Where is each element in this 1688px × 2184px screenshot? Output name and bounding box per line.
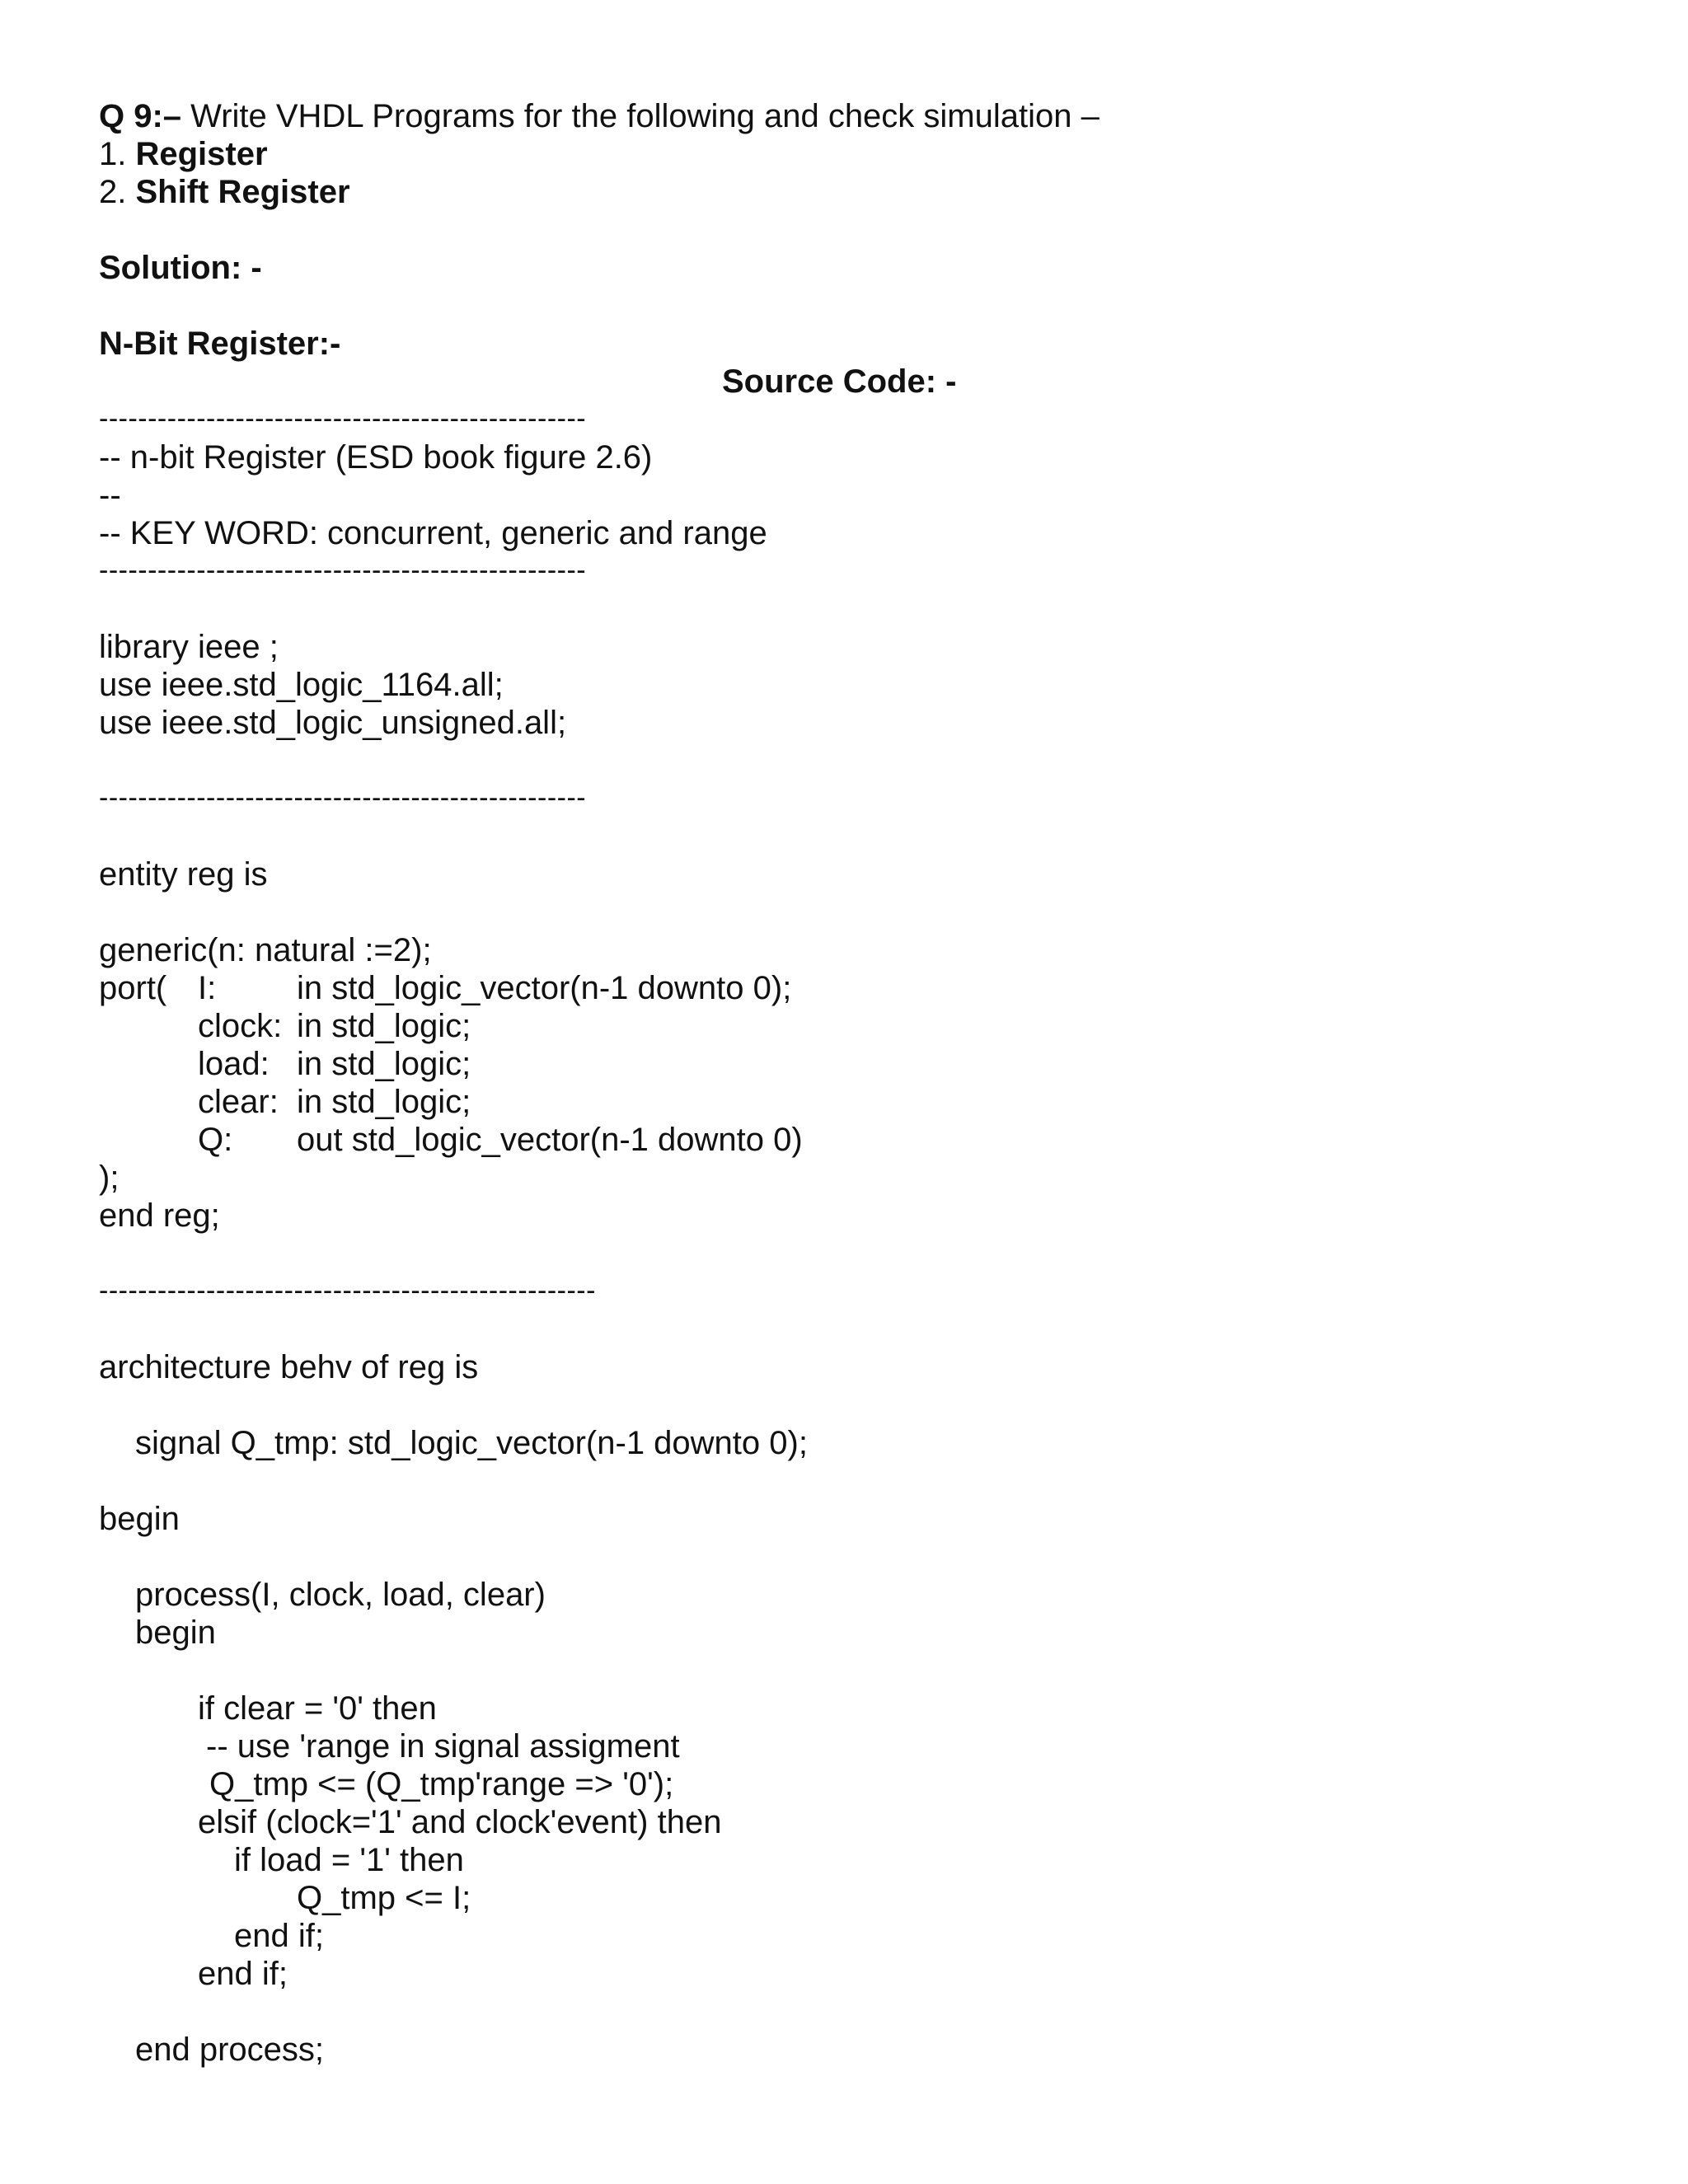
process-line: process(I, clock, load, clear) (135, 1577, 546, 1613)
port-name: Q: (198, 1122, 233, 1158)
entity-end: end reg; (99, 1197, 220, 1234)
architecture-header: architecture behv of reg is (99, 1349, 479, 1385)
library-line: library ieee ; (99, 629, 279, 665)
generic-line: generic(n: natural :=2); (99, 932, 432, 968)
port-close: ); (99, 1160, 120, 1196)
process-begin: begin (135, 1615, 216, 1651)
separator-line: -------------------------------------------------- (99, 782, 587, 813)
question-item-label: Register (135, 136, 268, 172)
comment-title: -- n-bit Register (ESD book figure 2.6) (99, 439, 653, 476)
load-assign: Q_tmp <= I; (297, 1880, 471, 1916)
question-label: Q 9:– (99, 98, 182, 134)
separator-line: -------------------------------------------------- (99, 403, 587, 434)
comment-keywords: -- KEY WORD: concurrent, generic and range (99, 515, 767, 551)
port-name: load: (198, 1046, 270, 1082)
architecture-begin: begin (99, 1501, 180, 1537)
end-process: end process; (135, 2032, 325, 2068)
question-item-label: Shift Register (135, 174, 350, 210)
if-clear-line: if clear = '0' then (198, 1690, 437, 1727)
library-line: use ieee.std_logic_unsigned.all; (99, 705, 567, 741)
elsif-clock-line: elsif (clock='1' and clock'event) then (198, 1804, 722, 1840)
library-line: use ieee.std_logic_1164.all; (99, 667, 504, 703)
question-item-2 (99, 173, 350, 211)
solution-heading: Solution: - (99, 250, 262, 286)
question-item-1 (99, 135, 268, 173)
if-load-line: if load = '1' then (234, 1842, 464, 1878)
port-open: port( (99, 970, 167, 1006)
entity-header: entity reg is (99, 856, 268, 893)
port-type: in std_logic_vector(n-1 downto 0); (297, 970, 792, 1006)
separator-line: -------------------------------------------------- (99, 555, 587, 586)
range-comment: -- use 'range in signal assigment (206, 1728, 680, 1765)
signal-declaration: signal Q_tmp: std_logic_vector(n-1 downto 0); (135, 1425, 808, 1461)
port-type: out std_logic_vector(n-1 downto 0) (297, 1122, 803, 1158)
port-type: in std_logic; (297, 1046, 471, 1082)
question-item-number: 1. (99, 136, 136, 172)
port-type: in std_logic; (297, 1008, 471, 1044)
source-code-heading: Source Code: - (722, 363, 957, 400)
question-text: Write VHDL Programs for the following and check simulation – (181, 98, 1100, 134)
port-name: I: (198, 970, 217, 1006)
port-name: clear: (198, 1084, 279, 1120)
separator-line: --------------------------------------------------- (99, 1275, 596, 1306)
range-assign: Q_tmp <= (Q_tmp'range => '0'); (209, 1766, 674, 1802)
end-if-outer: end if; (198, 1956, 288, 1992)
end-if-inner: end if; (234, 1918, 324, 1954)
port-name: clock: (198, 1008, 283, 1044)
comment-blank: -- (99, 477, 121, 513)
port-type: in std_logic; (297, 1084, 471, 1120)
question-line (99, 97, 1100, 135)
section-heading: N-Bit Register:- (99, 326, 341, 362)
question-item-number: 2. (99, 174, 136, 210)
